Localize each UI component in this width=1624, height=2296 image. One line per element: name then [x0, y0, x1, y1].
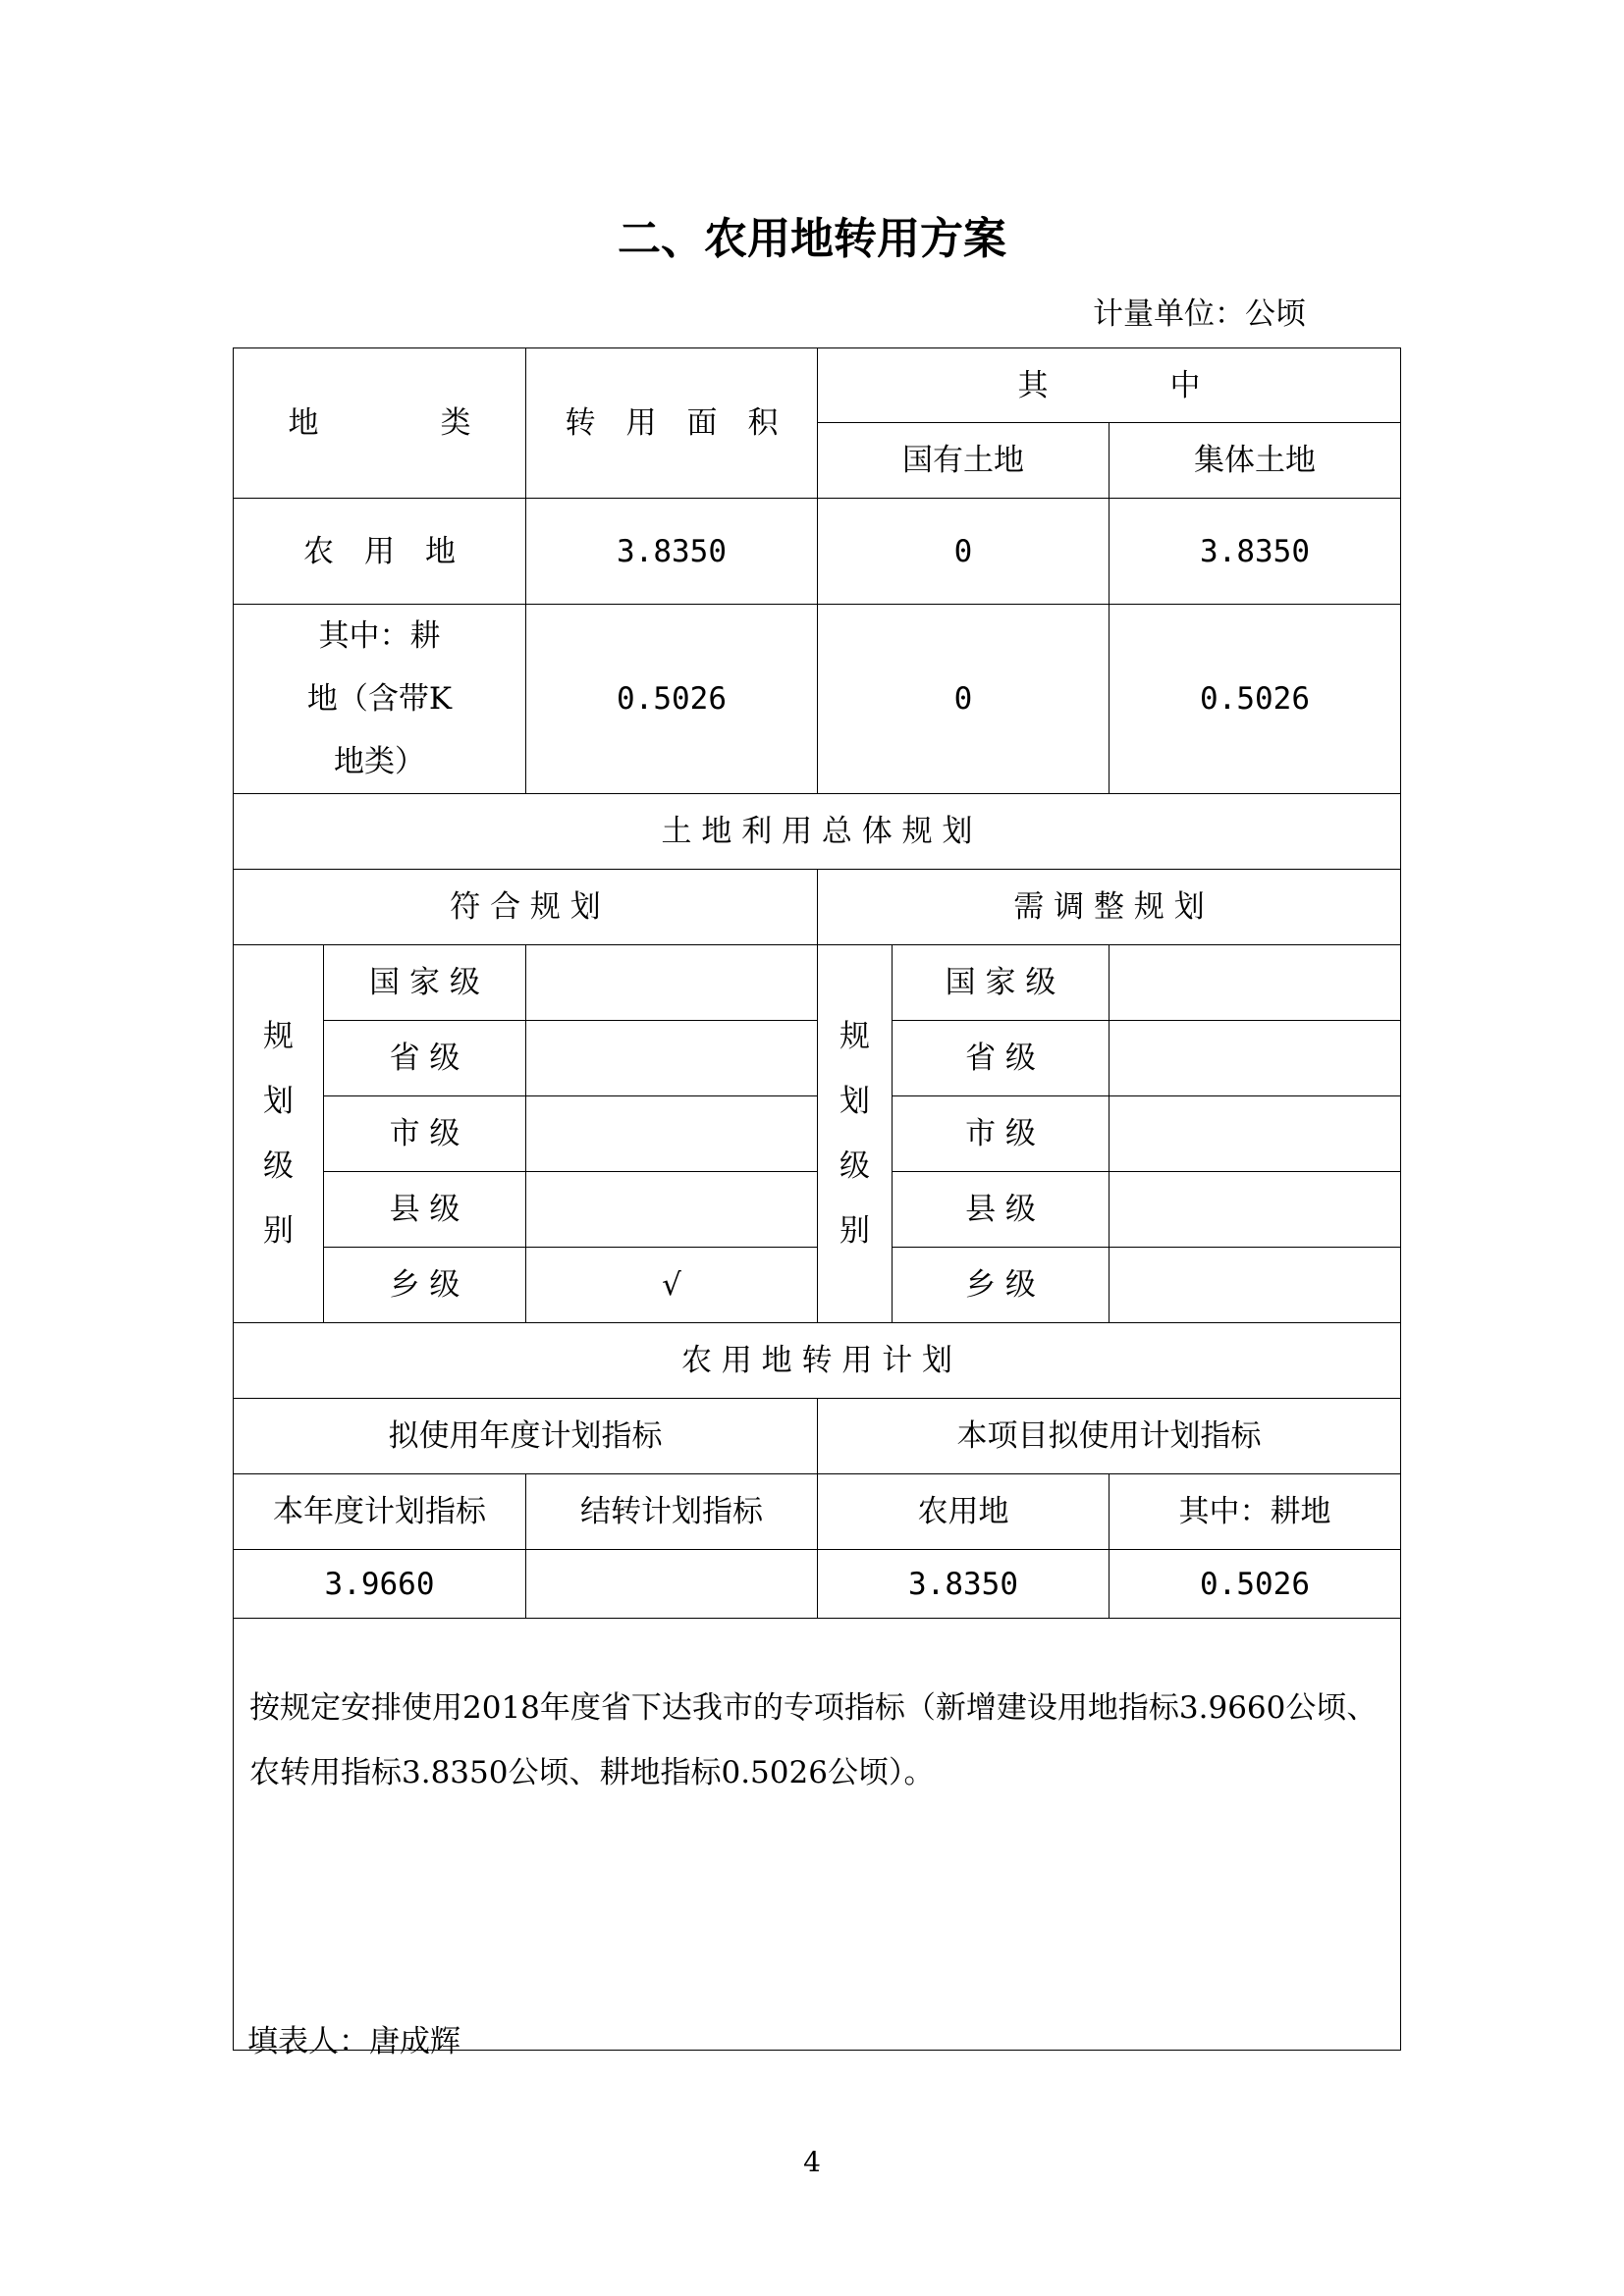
conversion-plan-section-title: 农 用 地 转 用 计 划 [234, 1323, 1401, 1399]
page-title: 二、农用地转用方案 [618, 214, 1006, 264]
this-year-quota-value: 3.9660 [234, 1550, 526, 1619]
row-label-text: 其中：耕地（含带K地类） [306, 618, 453, 779]
adjust-mark [1110, 1172, 1401, 1248]
header-land-type: 地 类 [234, 348, 526, 499]
row-state: 0 [818, 499, 1110, 605]
note-text: 按规定安排使用2018年度省下达我市的专项指标（新增建设用地指标3.9660公顷、农转用指标3.8350公顷、耕地指标0.5026公顷）。 [234, 1619, 1401, 2051]
row-label: 农 用 地 [234, 499, 526, 605]
row-state: 0 [818, 605, 1110, 794]
level-name: 乡 级 [893, 1248, 1110, 1323]
adjust-mark [1110, 1248, 1401, 1323]
header-of-which: 其 中 [818, 348, 1401, 423]
planning-level-label-right [818, 945, 893, 1323]
conform-mark [526, 1096, 818, 1172]
arable-header: 其中：耕地 [1110, 1474, 1401, 1550]
arable-value: 0.5026 [1110, 1550, 1401, 1619]
level-name: 县 级 [893, 1172, 1110, 1248]
level-name: 乡 级 [324, 1248, 526, 1323]
level-name: 市 级 [324, 1096, 526, 1172]
adjust-mark [1110, 1096, 1401, 1172]
planning-level-label-left [234, 945, 324, 1323]
row-collective: 3.8350 [1110, 499, 1401, 605]
carry-over-quota-header: 结转计划指标 [526, 1474, 818, 1550]
carry-over-quota-value [526, 1550, 818, 1619]
page-number: 4 [803, 2146, 821, 2178]
row-area: 3.8350 [526, 499, 818, 605]
form-filler: 填表人：唐成辉 [247, 2024, 460, 2059]
planning-section-title: 土 地 利 用 总 体 规 划 [234, 794, 1401, 870]
level-name: 国 家 级 [324, 945, 526, 1021]
adjust-mark [1110, 945, 1401, 1021]
row-collective: 0.5026 [1110, 605, 1401, 794]
header-area: 转 用 面 积 [526, 348, 818, 499]
unit-label: 计量单位：公顷 [1093, 296, 1306, 332]
level-name: 国 家 级 [893, 945, 1110, 1021]
conform-mark [526, 945, 818, 1021]
level-name: 市 级 [893, 1096, 1110, 1172]
level-name: 县 级 [324, 1172, 526, 1248]
planning-conform-header: 符 合 规 划 [234, 870, 818, 945]
row-area: 0.5026 [526, 605, 818, 794]
conform-mark [526, 1172, 818, 1248]
row-label [234, 605, 526, 794]
level-label-text: 规划级别 [263, 1019, 294, 1249]
level-label-text: 规划级别 [839, 1019, 870, 1249]
project-quota-header: 本项目拟使用计划指标 [818, 1399, 1401, 1474]
annual-quota-header: 拟使用年度计划指标 [234, 1399, 818, 1474]
conversion-table [233, 347, 1401, 2051]
farmland-value: 3.8350 [818, 1550, 1110, 1619]
this-year-quota-header: 本年度计划指标 [234, 1474, 526, 1550]
farmland-header: 农用地 [818, 1474, 1110, 1550]
conform-mark [526, 1021, 818, 1096]
planning-adjust-header: 需 调 整 规 划 [818, 870, 1401, 945]
level-name: 省 级 [324, 1021, 526, 1096]
header-collective-land: 集体土地 [1110, 423, 1401, 499]
level-name: 省 级 [893, 1021, 1110, 1096]
conform-mark: √ [526, 1248, 818, 1323]
header-state-land: 国有土地 [818, 423, 1110, 499]
adjust-mark [1110, 1021, 1401, 1096]
